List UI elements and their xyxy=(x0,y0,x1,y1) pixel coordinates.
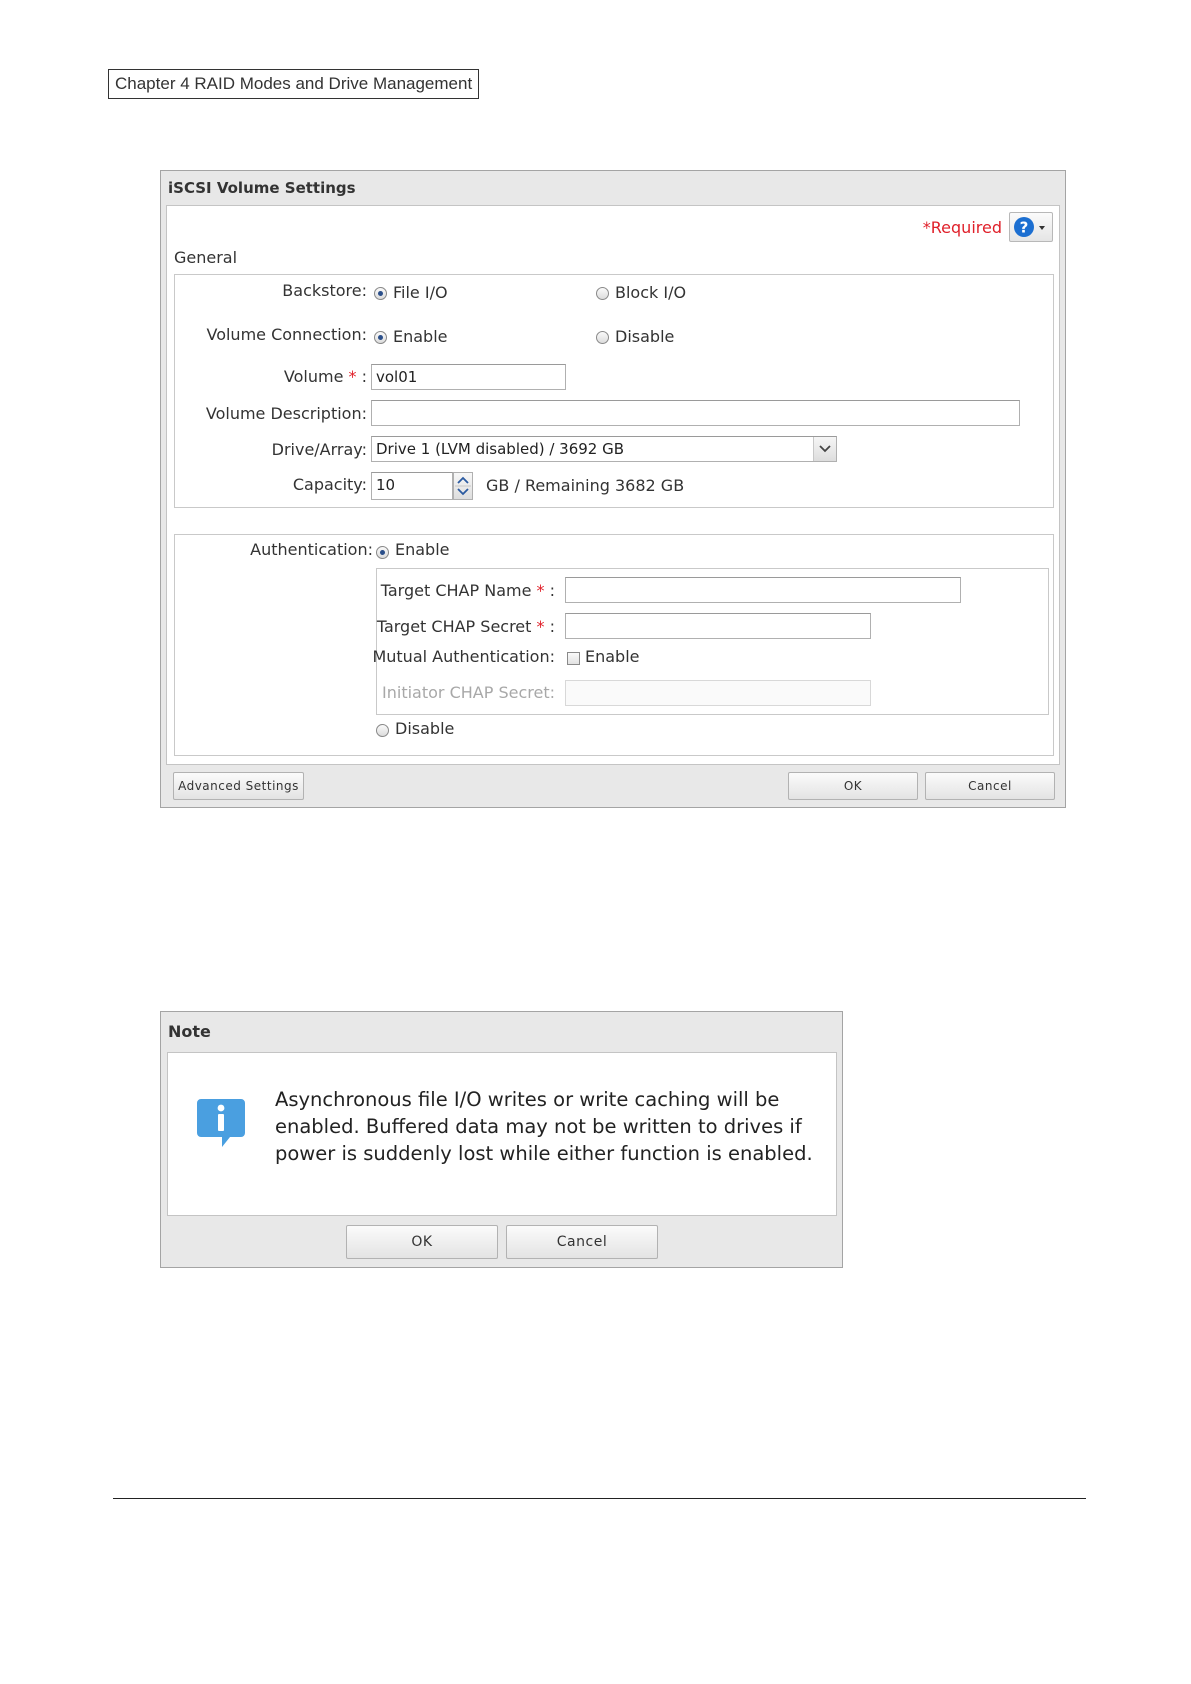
general-group xyxy=(174,274,1054,508)
volume-connection-enable-label: Enable xyxy=(393,327,448,346)
target-chap-secret-label xyxy=(377,617,555,636)
drive-array-select[interactable] xyxy=(371,436,837,462)
target-chap-secret-input[interactable] xyxy=(565,613,871,639)
required-note: *Required xyxy=(922,218,1002,237)
volume-connection-disable-label: Disable xyxy=(615,327,675,346)
capacity-label: Capacity: xyxy=(292,475,367,494)
target-chap-name-label xyxy=(381,581,555,600)
stepper-arrows-icon xyxy=(454,473,472,499)
authentication-group xyxy=(174,534,1054,756)
settings-panel xyxy=(166,205,1060,765)
authentication-disable-label: Disable xyxy=(395,719,455,738)
target-chap-name-colon: : xyxy=(549,581,555,600)
volume-description-input[interactable] xyxy=(371,400,1020,426)
chapter-header: Chapter 4 RAID Modes and Drive Management xyxy=(108,69,479,99)
volume-required-mark: * xyxy=(348,367,357,386)
footer-rule xyxy=(113,1498,1086,1499)
volume-label-colon: : xyxy=(361,367,367,386)
volume-connection-disable-radio[interactable] xyxy=(596,331,609,344)
capacity-remaining: GB / Remaining 3682 GB xyxy=(486,476,685,495)
help-icon xyxy=(1010,213,1054,243)
note-line: enabled. Buffered data may not be written to drives if xyxy=(275,1115,802,1138)
volume-connection-enable-radio[interactable] xyxy=(374,331,387,344)
target-chap-secret-required: * xyxy=(536,617,545,636)
backstore-block-io-radio[interactable] xyxy=(596,287,609,300)
initiator-chap-secret-label: Initiator CHAP Secret: xyxy=(382,683,555,702)
authentication-enable-label: Enable xyxy=(395,540,450,559)
initiator-chap-secret-input[interactable] xyxy=(565,680,871,706)
note-line: power is suddenly lost while either function is enabled. xyxy=(275,1142,813,1165)
target-chap-name-input[interactable] xyxy=(565,577,961,603)
info-icon xyxy=(196,1097,248,1149)
volume-connection-label: Volume Connection: xyxy=(206,325,367,344)
volume-input[interactable]: vol01 xyxy=(371,364,566,390)
mutual-authentication-label: Mutual Authentication: xyxy=(372,647,555,666)
backstore-file-io-radio[interactable] xyxy=(374,287,387,300)
help-button[interactable] xyxy=(1009,212,1053,242)
advanced-settings-button[interactable]: Advanced Settings xyxy=(173,772,304,800)
note-message xyxy=(275,1086,813,1167)
note-cancel-button[interactable]: Cancel xyxy=(506,1225,658,1259)
mutual-authentication-enable-label: Enable xyxy=(585,647,640,666)
drive-array-label: Drive/Array: xyxy=(271,440,367,459)
mutual-authentication-checkbox[interactable] xyxy=(567,652,580,665)
svg-text:?: ? xyxy=(1019,218,1029,237)
section-general: General xyxy=(174,248,238,267)
volume-description-label: Volume Description: xyxy=(205,404,367,423)
note-title: Note xyxy=(168,1022,211,1041)
authentication-label: Authentication: xyxy=(250,540,373,559)
volume-label xyxy=(284,367,367,386)
target-chap-name-required: * xyxy=(536,581,545,600)
drive-array-value: Drive 1 (LVM disabled) / 3692 GB xyxy=(376,440,625,458)
authentication-disable-radio[interactable] xyxy=(376,724,389,737)
backstore-block-io-label: Block I/O xyxy=(615,283,687,302)
backstore-file-io-label: File I/O xyxy=(393,283,448,302)
target-chap-secret-text: Target CHAP Secret xyxy=(376,617,532,636)
chevron-down-icon[interactable] xyxy=(813,437,836,461)
authentication-enable-radio[interactable] xyxy=(376,546,389,559)
dialog-title: iSCSI Volume Settings xyxy=(168,179,356,197)
chap-subgroup xyxy=(372,568,1049,715)
target-chap-name-text: Target CHAP Name xyxy=(380,581,532,600)
target-chap-secret-colon: : xyxy=(549,617,555,636)
capacity-input[interactable]: 10 xyxy=(371,472,453,500)
cancel-button[interactable]: Cancel xyxy=(925,772,1055,800)
backstore-label: Backstore: xyxy=(282,281,367,300)
volume-label-text: Volume xyxy=(283,367,344,386)
note-line: Asynchronous file I/O writes or write caching will be xyxy=(275,1088,780,1111)
ok-button[interactable]: OK xyxy=(788,772,918,800)
iscsi-volume-settings-dialog xyxy=(160,170,1066,808)
note-ok-button[interactable]: OK xyxy=(346,1225,498,1259)
capacity-stepper[interactable] xyxy=(453,472,473,500)
